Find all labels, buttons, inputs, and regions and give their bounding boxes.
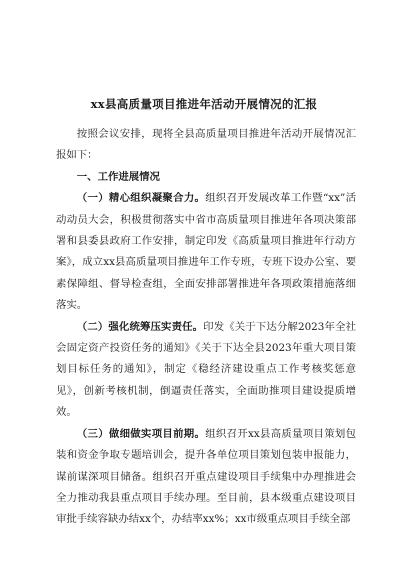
item-lead: （三）做细做实项目前期。 [76, 427, 206, 440]
item-paragraph-3 [56, 424, 356, 531]
item-lead: （一）精心组织凝聚合力。 [76, 192, 206, 205]
item-text: 印发《关于下达分解2023年全社会固定资产投资任务的通知》《关于下达全县2023年重大项目策划目标任务的通知》，制定《稳经济建设重点工作考核奖惩意见》，创新考核机制，倒逼责任落实，全面助推项目建设提质增效。 [56, 320, 356, 419]
document-title: xx县高质量项目推进年活动开展情况的汇报 [90, 97, 318, 111]
section-heading: 一、工作进展情况 [76, 170, 160, 183]
item-lead: （二）强化统筹压实责任。 [76, 320, 204, 333]
item-text: 组织召开发展改革工作暨“xx”活动动员大会，积极贯彻落实中省市高质量项目推进年各项决策部署和县委县政府工作安排，制定印发《高质量项目推进年行动方案》，成立xx县高质量项目推进年工作专班，专班下设办公室、要素保障组、督导检查组，全面安排部署推进年各项政策措施落细落实。 [56, 192, 357, 312]
item-paragraph-1 [56, 188, 356, 316]
intro-paragraph: 按照会议安排，现将全县高质量项目推进年活动开展情况汇报如下： [56, 128, 356, 162]
item-text: 组织召开xx县高质量项目策划包装和资金争取专题培训会，提升各单位项目策划包装申报能力，谋前谋深项目储备。组织召开重点建设项目手续集中办理推进会全力推动我县重点项目手续办理。至目前，县本级重点建设项目审批手续容缺办结xx个，办结率xx%；xx市级重点项目手续全部 [56, 427, 357, 526]
item-paragraph-2 [56, 317, 356, 424]
document-body [56, 124, 356, 531]
